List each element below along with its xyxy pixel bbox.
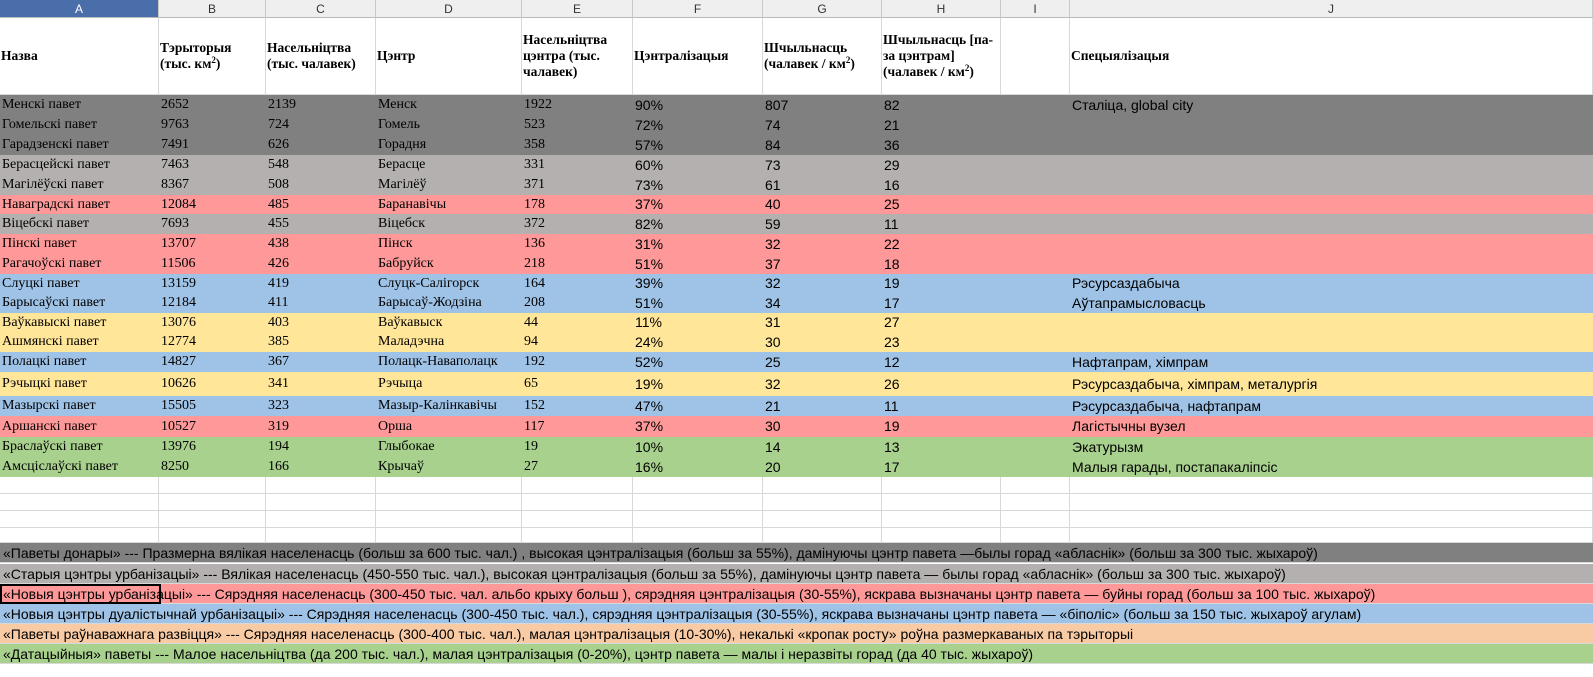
- empty-cell[interactable]: [1070, 527, 1593, 543]
- table-row: [0, 332, 1593, 352]
- cell-density[interactable]: 59: [765, 216, 781, 232]
- cell-centralization[interactable]: 51%: [635, 256, 664, 272]
- empty-cell[interactable]: [882, 511, 1001, 528]
- cell-density-ex-center[interactable]: 27: [884, 314, 900, 330]
- column-header-g[interactable]: G: [763, 0, 882, 18]
- empty-cell[interactable]: [882, 477, 1001, 494]
- header-text: Назва: [1, 48, 38, 63]
- cell-density-ex-center[interactable]: 36: [884, 137, 900, 153]
- cell-territory[interactable]: 9763: [161, 117, 189, 132]
- cell-specialization[interactable]: Рэсурсаздабыча, нафтапрам: [1072, 398, 1261, 414]
- cell-density-ex-center[interactable]: 22: [884, 236, 900, 252]
- cell-col-i[interactable]: [1001, 254, 1070, 274]
- cell-territory[interactable]: 8367: [161, 177, 189, 192]
- cell-center[interactable]: Баранавічы: [378, 197, 447, 212]
- empty-cell[interactable]: [0, 527, 159, 543]
- legend-item[interactable]: «Новыя цэнтры дуалістычнай урбанізацыі» --- Сярэдняя населенасць (300-450 тыс. чал.), сярэдняя цэнтралізацыя (30-55%), яскрава вызначаны цэнтр павета — «біполіс» (больш за 150 тыс. жыхароў агулам): [0, 604, 1593, 624]
- header-specialization[interactable]: [1070, 18, 1593, 95]
- cell-col-i[interactable]: [1001, 437, 1070, 457]
- header-text: Цэнтр: [377, 48, 416, 63]
- cell-specialization[interactable]: [1070, 115, 1593, 135]
- cell-centralization[interactable]: 72%: [635, 117, 664, 133]
- cell-center-population[interactable]: 19: [524, 439, 538, 454]
- cell-centralization[interactable]: 37%: [635, 196, 664, 212]
- column-header-j[interactable]: J: [1070, 0, 1593, 18]
- table-row: [0, 195, 1593, 214]
- cell-population[interactable]: 194: [268, 439, 289, 454]
- table-row: [0, 155, 1593, 175]
- table-row: [0, 214, 1593, 234]
- cell-name[interactable]: Ашмянскі павет: [2, 334, 99, 349]
- cell-name[interactable]: Менскі павет: [2, 97, 81, 112]
- cell-col-i[interactable]: [1001, 115, 1070, 135]
- cell-center-population[interactable]: 178: [524, 197, 545, 212]
- cell-col-i[interactable]: [1001, 195, 1070, 214]
- cell-population[interactable]: 323: [268, 398, 289, 413]
- cell-specialization[interactable]: Нафтапрам, хімпрам: [1072, 354, 1209, 370]
- column-header-e[interactable]: E: [522, 0, 633, 18]
- cell-center[interactable]: Берасце: [378, 157, 426, 172]
- cell-center[interactable]: Слуцк-Салігорск: [378, 276, 480, 291]
- cell-name[interactable]: Барысаўскі павет: [2, 295, 106, 310]
- cell-density[interactable]: 21: [765, 398, 781, 414]
- header-text: Шчыльнасць [па-за цэнтрам] (чалавек / $км^2$): [883, 32, 994, 79]
- cell-population[interactable]: 508: [268, 177, 289, 192]
- empty-cell[interactable]: [763, 477, 882, 494]
- cell-density-ex-center[interactable]: 26: [884, 376, 900, 392]
- cell-center[interactable]: Рэчыца: [378, 376, 423, 391]
- cell-population[interactable]: 626: [268, 137, 289, 152]
- cell-specialization[interactable]: [1070, 234, 1593, 254]
- cell-center-population[interactable]: 164: [524, 276, 545, 291]
- header-text: Цэнтралізацыя: [634, 48, 729, 63]
- cell-name[interactable]: Слуцкі павет: [2, 276, 80, 291]
- empty-cell[interactable]: [266, 477, 376, 494]
- empty-cell[interactable]: [1070, 477, 1593, 494]
- cell-density[interactable]: 32: [765, 236, 781, 252]
- cell-col-i[interactable]: [1001, 234, 1070, 254]
- cell-population[interactable]: 419: [268, 276, 289, 291]
- cell-centralization[interactable]: 19%: [635, 376, 664, 392]
- cell-population[interactable]: 438: [268, 236, 289, 251]
- legend-item[interactable]: «Старыя цэнтры урбанізацыі» --- Вялікая населенасць (450-550 тыс. чал.), высокая цэнтралізацыя (больш за 55%), дамінуючы цэнтр павета — былы горад «абласнік» (больш за 300 тыс. жыхароў): [0, 564, 1593, 584]
- cell-col-i[interactable]: [1001, 155, 1070, 175]
- cell-territory[interactable]: 2652: [161, 97, 189, 112]
- cell-center-population[interactable]: 44: [524, 315, 538, 330]
- empty-cell[interactable]: [159, 511, 266, 528]
- cell-center[interactable]: Орша: [378, 419, 413, 434]
- cell-population[interactable]: 548: [268, 157, 289, 172]
- cell-center-population[interactable]: 65: [524, 376, 538, 391]
- cell-territory[interactable]: 7693: [161, 216, 189, 231]
- empty-cell[interactable]: [763, 511, 882, 528]
- empty-row: [0, 527, 1593, 543]
- header-col-i[interactable]: [1001, 18, 1070, 95]
- cell-center-population[interactable]: 152: [524, 398, 545, 413]
- cell-specialization[interactable]: [1070, 214, 1593, 234]
- cell-col-i[interactable]: [1001, 396, 1070, 416]
- cell-territory[interactable]: 13976: [161, 439, 196, 454]
- table-row: [0, 313, 1593, 332]
- cell-center-population[interactable]: 208: [524, 295, 545, 310]
- column-header-d[interactable]: D: [376, 0, 522, 18]
- empty-cell[interactable]: [522, 494, 633, 511]
- cell-center-population[interactable]: 371: [524, 177, 545, 192]
- cell-specialization[interactable]: Рэсурсаздабыча: [1072, 275, 1180, 291]
- table-row: [0, 293, 1593, 313]
- empty-cell[interactable]: [522, 527, 633, 543]
- empty-cell[interactable]: [1001, 511, 1070, 528]
- cell-center[interactable]: Полацк-Наваполацк: [378, 354, 498, 369]
- cell-center-population[interactable]: 218: [524, 256, 545, 271]
- cell-center-population[interactable]: 372: [524, 216, 545, 231]
- cell-territory[interactable]: 13159: [161, 276, 196, 291]
- cell-density-ex-center[interactable]: 21: [884, 117, 900, 133]
- empty-cell[interactable]: [1001, 527, 1070, 543]
- cell-center[interactable]: Горадня: [378, 137, 427, 152]
- cell-specialization[interactable]: [1070, 332, 1593, 352]
- cell-density[interactable]: 32: [765, 376, 781, 392]
- cell-centralization[interactable]: 90%: [635, 97, 664, 113]
- cell-center[interactable]: Бабруйск: [378, 256, 434, 271]
- cell-name[interactable]: Амсціслаўскі павет: [2, 459, 118, 474]
- cell-density[interactable]: 37: [765, 256, 781, 272]
- header-text: Насельніцтва (тыс. чалавек): [267, 40, 356, 71]
- empty-cell[interactable]: [882, 494, 1001, 511]
- empty-cell[interactable]: [159, 527, 266, 543]
- cell-territory[interactable]: 13707: [161, 236, 196, 251]
- cell-population[interactable]: 485: [268, 197, 289, 212]
- cell-centralization[interactable]: 11%: [635, 314, 662, 330]
- cell-name[interactable]: Аршанскі павет: [2, 419, 97, 434]
- table-row: [0, 416, 1593, 437]
- cell-center-population[interactable]: 27: [524, 459, 538, 474]
- empty-cell[interactable]: [266, 494, 376, 511]
- legend-item[interactable]: «Паветы раўнаважнага развіцця» --- Сярэдняя населенасць (300-400 тыс. чал.), малая цэнтралізацыя (10-30%), некалькі «кропак росту» роўна размеркаваных па тэрыторыі: [0, 624, 1593, 644]
- cell-specialization[interactable]: [1070, 175, 1593, 195]
- cell-density[interactable]: 34: [765, 295, 781, 311]
- column-header-h[interactable]: H: [882, 0, 1001, 18]
- cell-density[interactable]: 40: [765, 196, 781, 212]
- cell-density[interactable]: 30: [765, 418, 781, 434]
- cell-density[interactable]: 30: [765, 334, 781, 350]
- cell-territory[interactable]: 10626: [161, 376, 196, 391]
- empty-cell[interactable]: [376, 494, 522, 511]
- cell-name[interactable]: Віцебскі павет: [2, 216, 90, 231]
- cell-population[interactable]: 411: [268, 295, 289, 310]
- cell-center[interactable]: Крычаў: [378, 459, 424, 474]
- cell-col-i[interactable]: [1001, 135, 1070, 155]
- table-row: [0, 95, 1593, 115]
- cell-specialization[interactable]: Малыя гарады, постапакаліпсіс: [1072, 459, 1278, 475]
- cell-territory[interactable]: 10527: [161, 419, 196, 434]
- empty-cell[interactable]: [266, 527, 376, 543]
- cell-centralization[interactable]: 52%: [635, 354, 664, 370]
- empty-cell[interactable]: [0, 511, 159, 528]
- empty-cell[interactable]: [266, 511, 376, 528]
- header-text: Насельніцтва цэнтра (тыс. чалавек): [523, 32, 608, 79]
- empty-row: [0, 494, 1593, 511]
- empty-cell[interactable]: [1070, 511, 1593, 528]
- cell-specialization[interactable]: Экатурызм: [1072, 439, 1144, 455]
- empty-cell[interactable]: [0, 477, 159, 494]
- column-header-i[interactable]: I: [1001, 0, 1070, 18]
- cell-center[interactable]: Віцебск: [378, 216, 426, 231]
- cell-center[interactable]: Гомель: [378, 117, 421, 132]
- cell-center[interactable]: Мазыр-Калінкавічы: [378, 398, 497, 413]
- cell-centralization[interactable]: 16%: [635, 459, 664, 475]
- table-row: [0, 254, 1593, 274]
- cell-density[interactable]: 25: [765, 354, 781, 370]
- cell-density-ex-center[interactable]: 12: [884, 354, 900, 370]
- header-text: Шчыльнасць (чалавек / $км^2$): [764, 40, 855, 71]
- cell-name[interactable]: Магілёўскі павет: [2, 177, 104, 192]
- cell-density-ex-center[interactable]: 19: [884, 418, 900, 434]
- legend-item[interactable]: «Новыя цэнтры урбанізацыі» --- Сярэдняя населенасць (300-450 тыс. чал. альбо крыху больш ), сярэдняя цэнтралізацыя (30-55%), яскрава вызначаны цэнтр павета — буйны горад (больш за 100 тыс. жыхароў): [0, 584, 1593, 604]
- empty-row: [0, 477, 1593, 494]
- cell-center-population[interactable]: 358: [524, 137, 545, 152]
- cell-territory[interactable]: 12774: [161, 334, 196, 349]
- cell-name[interactable]: Мазырскі павет: [2, 398, 96, 413]
- cell-density[interactable]: 84: [765, 137, 781, 153]
- cell-density-ex-center[interactable]: 11: [884, 216, 899, 232]
- table-row: [0, 352, 1593, 372]
- cell-density-ex-center[interactable]: 17: [884, 459, 900, 475]
- empty-cell[interactable]: [633, 527, 763, 543]
- cell-density-ex-center[interactable]: 29: [884, 157, 900, 173]
- empty-cell[interactable]: [1001, 494, 1070, 511]
- header-centralization[interactable]: [633, 18, 763, 95]
- cell-population[interactable]: 426: [268, 256, 289, 271]
- cell-specialization[interactable]: Лагістычны вузел: [1072, 418, 1186, 434]
- cell-population[interactable]: 166: [268, 459, 289, 474]
- cell-center-population[interactable]: 117: [524, 419, 545, 434]
- cell-center-population[interactable]: 331: [524, 157, 545, 172]
- cell-col-i[interactable]: [1001, 175, 1070, 195]
- cell-density[interactable]: 20: [765, 459, 781, 475]
- cell-centralization[interactable]: 24%: [635, 334, 664, 350]
- cell-col-i[interactable]: [1001, 372, 1070, 396]
- empty-cell[interactable]: [376, 477, 522, 494]
- cell-name[interactable]: Гарадзенскі павет: [2, 137, 109, 152]
- cell-name[interactable]: Полацкі павет: [2, 354, 87, 369]
- empty-cell[interactable]: [882, 527, 1001, 543]
- cell-specialization[interactable]: Аўтапрамысловасць: [1072, 295, 1206, 311]
- cell-density-ex-center[interactable]: 17: [884, 295, 900, 311]
- legend-item[interactable]: «Датацыйныя» паветы --- Малое насельніцтва (да 200 тыс. чал.), малая цэнтралізацыя (0-20%), цэнтр павета — малы і неразвіты горад (да 40 тыс. жыхароў): [0, 644, 1593, 664]
- cell-territory[interactable]: 7463: [161, 157, 189, 172]
- cell-population[interactable]: 319: [268, 419, 289, 434]
- cell-center-population[interactable]: 136: [524, 236, 545, 251]
- cell-col-i[interactable]: [1001, 352, 1070, 372]
- cell-name[interactable]: Ваўкавыскі павет: [2, 315, 107, 330]
- header-text: Спецыялізацыя: [1071, 48, 1170, 63]
- cell-centralization[interactable]: 82%: [635, 216, 664, 232]
- column-header-a[interactable]: A: [0, 0, 159, 18]
- empty-cell[interactable]: [633, 511, 763, 528]
- cell-population[interactable]: 367: [268, 354, 289, 369]
- table-row: [0, 372, 1593, 396]
- cell-specialization[interactable]: [1070, 155, 1593, 175]
- legend-item[interactable]: «Паветы донары» --- Празмерна вялікая населенасць (больш за 600 тыс. чал.) , высокая цэнтралізацыя (больш за 55%), дамінуючы цэнтр павета —былы горад «абласнік» (больш за 300 тыс. жыхароў): [0, 543, 1593, 563]
- cell-density[interactable]: 31: [765, 314, 781, 330]
- cell-population[interactable]: 724: [268, 117, 289, 132]
- empty-row: [0, 511, 1593, 528]
- table-row: [0, 274, 1593, 293]
- cell-specialization[interactable]: [1070, 313, 1593, 332]
- cell-col-i[interactable]: [1001, 332, 1070, 352]
- cell-name[interactable]: Пінскі павет: [2, 236, 77, 251]
- cell-density-ex-center[interactable]: 16: [884, 177, 900, 193]
- cell-territory[interactable]: 12184: [161, 295, 196, 310]
- cell-center-population[interactable]: 94: [524, 334, 538, 349]
- cell-col-i[interactable]: [1001, 214, 1070, 234]
- cell-center-population[interactable]: 523: [524, 117, 545, 132]
- cell-density[interactable]: 74: [765, 117, 781, 133]
- cell-density-ex-center[interactable]: 19: [884, 275, 900, 291]
- cell-name[interactable]: Рагачоўскі павет: [2, 256, 102, 271]
- table-row: [0, 135, 1593, 155]
- cell-territory[interactable]: 13076: [161, 315, 196, 330]
- cell-population[interactable]: 341: [268, 376, 289, 391]
- cell-density[interactable]: 32: [765, 275, 781, 291]
- empty-cell[interactable]: [0, 494, 159, 511]
- cell-density-ex-center[interactable]: 82: [884, 97, 900, 113]
- cell-center[interactable]: Пінск: [378, 236, 413, 251]
- empty-cell[interactable]: [522, 511, 633, 528]
- column-header-c[interactable]: C: [266, 0, 376, 18]
- cell-name[interactable]: Рэчыцкі павет: [2, 376, 87, 391]
- cell-center[interactable]: Барысаў-Жодзіна: [378, 295, 482, 310]
- cell-center[interactable]: Ваўкавыск: [378, 315, 443, 330]
- empty-cell[interactable]: [763, 494, 882, 511]
- cell-col-i[interactable]: [1001, 313, 1070, 332]
- cell-density-ex-center[interactable]: 18: [884, 256, 900, 272]
- cell-centralization[interactable]: 57%: [635, 137, 664, 153]
- cell-col-i[interactable]: [1001, 457, 1070, 477]
- empty-cell[interactable]: [633, 494, 763, 511]
- table-row: [0, 234, 1593, 254]
- cell-centralization[interactable]: 73%: [635, 177, 664, 193]
- cell-population[interactable]: 455: [268, 216, 289, 231]
- cell-name[interactable]: Браслаўскі павет: [2, 439, 103, 454]
- cell-density[interactable]: 807: [765, 97, 789, 113]
- cell-centralization[interactable]: 31%: [635, 236, 664, 252]
- cell-territory[interactable]: 12084: [161, 197, 196, 212]
- cell-center[interactable]: Менск: [378, 97, 417, 112]
- cell-specialization[interactable]: [1070, 135, 1593, 155]
- cell-col-i[interactable]: [1001, 416, 1070, 437]
- cell-name[interactable]: Гомельскі павет: [2, 117, 98, 132]
- cell-density-ex-center[interactable]: 23: [884, 334, 900, 350]
- empty-cell[interactable]: [376, 527, 522, 543]
- cell-centralization[interactable]: 51%: [635, 295, 664, 311]
- cell-centralization[interactable]: 39%: [635, 275, 664, 291]
- header-territory[interactable]: [159, 18, 266, 95]
- cell-centralization[interactable]: 37%: [635, 418, 664, 434]
- cell-center-population[interactable]: 1922: [524, 97, 552, 112]
- cell-centralization[interactable]: 10%: [635, 439, 664, 455]
- cell-specialization[interactable]: [1070, 254, 1593, 274]
- header-center-population[interactable]: [522, 18, 633, 95]
- cell-specialization[interactable]: Рэсурсаздабыча, хімпрам, металургія: [1072, 376, 1318, 392]
- cell-center-population[interactable]: 192: [524, 354, 545, 369]
- cell-specialization[interactable]: [1070, 195, 1593, 214]
- table-row: [0, 115, 1593, 135]
- table-row: [0, 437, 1593, 457]
- cell-density-ex-center[interactable]: 11: [884, 398, 899, 414]
- header-name[interactable]: [0, 18, 159, 95]
- cell-density-ex-center[interactable]: 25: [884, 196, 900, 212]
- cell-specialization[interactable]: Сталіца, global city: [1072, 97, 1194, 113]
- empty-cell[interactable]: [1001, 477, 1070, 494]
- table-row: [0, 175, 1593, 195]
- header-population[interactable]: [266, 18, 376, 95]
- cell-col-i[interactable]: [1001, 274, 1070, 293]
- cell-col-i[interactable]: [1001, 95, 1070, 115]
- cell-col-i[interactable]: [1001, 293, 1070, 313]
- cell-population[interactable]: 403: [268, 315, 289, 330]
- cell-territory[interactable]: 8250: [161, 459, 189, 474]
- cell-territory[interactable]: 14827: [161, 354, 196, 369]
- header-center[interactable]: [376, 18, 522, 95]
- empty-cell[interactable]: [522, 477, 633, 494]
- header-row: [0, 18, 1593, 95]
- empty-cell[interactable]: [376, 511, 522, 528]
- cell-center[interactable]: Маладэчна: [378, 334, 445, 349]
- cell-centralization[interactable]: 60%: [635, 157, 664, 173]
- empty-cell[interactable]: [633, 477, 763, 494]
- table-row: [0, 396, 1593, 416]
- column-header-f[interactable]: F: [633, 0, 763, 18]
- empty-cell[interactable]: [763, 527, 882, 543]
- cell-center[interactable]: Магілёў: [378, 177, 427, 192]
- cell-population[interactable]: 385: [268, 334, 289, 349]
- table-row: [0, 457, 1593, 477]
- cell-name[interactable]: Наваградскі павет: [2, 197, 111, 212]
- cell-territory[interactable]: 15505: [161, 398, 196, 413]
- header-density[interactable]: [763, 18, 882, 95]
- cell-density[interactable]: 73: [765, 157, 781, 173]
- cell-territory[interactable]: 7491: [161, 137, 189, 152]
- cell-density[interactable]: 61: [765, 177, 781, 193]
- empty-cell[interactable]: [1070, 494, 1593, 511]
- cell-territory[interactable]: 11506: [161, 256, 196, 271]
- cell-density[interactable]: 14: [765, 439, 781, 455]
- column-header-b[interactable]: B: [159, 0, 266, 18]
- empty-cell[interactable]: [159, 494, 266, 511]
- cell-name[interactable]: Берасцейскі павет: [2, 157, 110, 172]
- header-text: Тэрыторыя (тыс. $км^2$): [160, 40, 232, 71]
- cell-centralization[interactable]: 47%: [635, 398, 664, 414]
- empty-cell[interactable]: [159, 477, 266, 494]
- cell-density-ex-center[interactable]: 13: [884, 439, 900, 455]
- cell-population[interactable]: 2139: [268, 97, 296, 112]
- cell-center[interactable]: Глыбокае: [378, 439, 435, 454]
- header-density-ex-center[interactable]: [882, 18, 1001, 95]
